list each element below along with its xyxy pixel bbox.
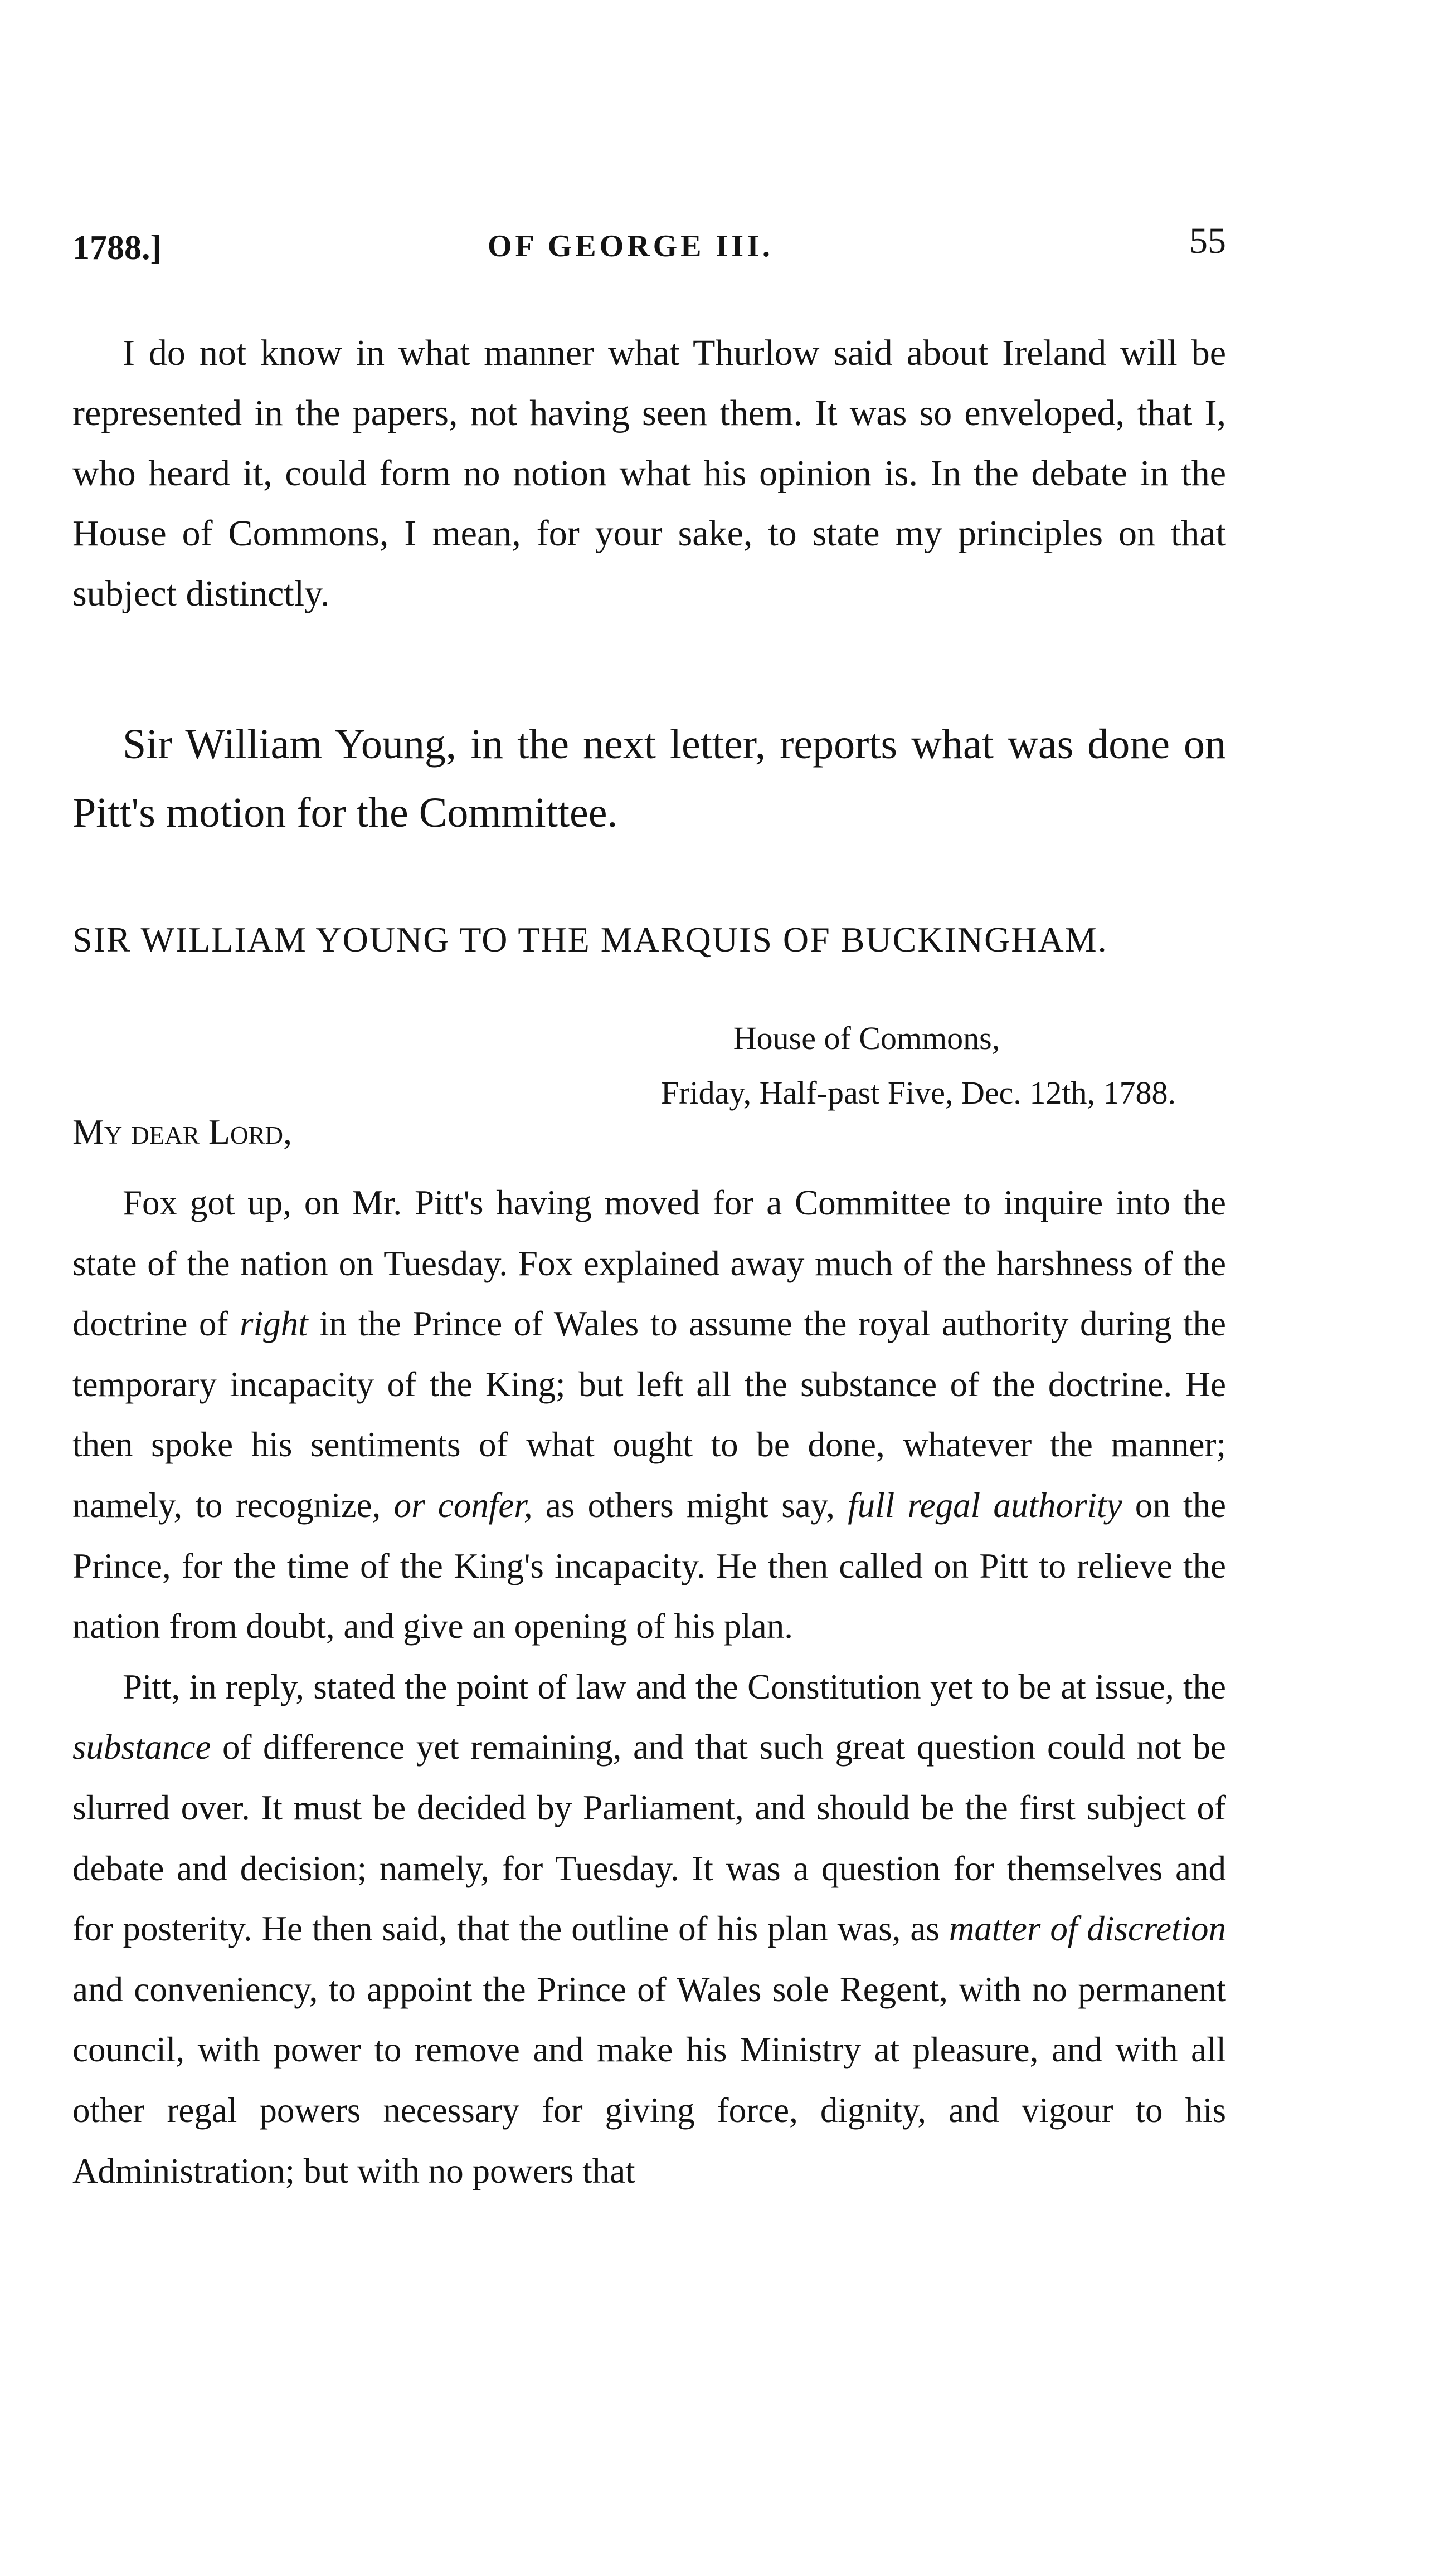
letter-body (72, 1173, 1226, 2201)
dateline (557, 1011, 1176, 1120)
text-run: in the Prince of Wales to assume the royal authority during the temporary incapacity of the King; but left all the substance of the doctrine. He then spoke his sentiments of what ought to be done, whatever the manner; namely, to recognize, (72, 1304, 1226, 1525)
text-run: as others might say, (532, 1485, 848, 1525)
letter-heading: SIR WILLIAM YOUNG TO THE MARQUIS OF BUCKINGHAM. (72, 920, 1108, 959)
text-run: Pitt, in reply, stated the point of law and the Constitution yet to be at issue, the (123, 1667, 1226, 1706)
previous-letter-conclusion (72, 323, 1226, 624)
text-run: and conveniency, to appoint the Prince of Wales sole Regent, with no permanent council, with power to remove and make his Ministry at pleasure, and with all other regal powers necessary for giving force, dignity, and vigour to his Administration; but with no powers that (72, 1969, 1226, 2190)
italic-run: right (240, 1304, 308, 1344)
running-head (72, 220, 1226, 281)
salutation: My dear Lord, (72, 1112, 293, 1152)
editorial-note-text: Sir William Young, in the next letter, reports what was done on Pitt's motion for the Committee. (72, 721, 1226, 836)
italic-run: or confer, (393, 1485, 533, 1525)
letter-paragraph-fox (72, 1173, 1226, 1657)
text-run: of difference yet remaining, and that such great question could not be slurred over. It must be decided by Parliament, and should be the first subject of debate and decision; namely, for Tuesday. It was a question for themselves and for posterity. He then said, that the outline of his plan was, as (72, 1728, 1226, 1949)
italic-run: full regal authority (848, 1485, 1122, 1525)
dateline-place: House of Commons, (733, 1020, 1000, 1056)
running-head-year: 1788.] (72, 229, 162, 267)
page-number: 55 (1189, 221, 1226, 261)
dateline-date: Friday, Half-past Five, Dec. 12th, 1788. (660, 1075, 1176, 1111)
text-run: Fox got up, on Mr. Pitt's having moved for a Committee to inquire into the state of the nation on Tuesday. Fox explained away much of the harshness of the doctrine of (72, 1183, 1226, 1344)
italic-run: matter of discretion (949, 1909, 1226, 1949)
previous-letter-paragraph: I do not know in what manner what Thurlow said about Ireland will be represented in the papers, not having seen them. It was so enveloped, that I, who heard it, could form no notion what his opinion is. In the debate in the House of Commons, I mean, for your sake, to state my principles on that subject distinctly. (72, 333, 1226, 614)
italic-run: substance (72, 1728, 211, 1767)
editorial-note (72, 710, 1226, 847)
text-run: on the Prince, for the time of the King's incapacity. He then called on Pitt to relieve the nation from doubt, and give an opening of his plan. (72, 1485, 1226, 1646)
running-head-title: OF GEORGE III. (488, 229, 774, 264)
letter-paragraph-pitt (72, 1657, 1226, 2201)
